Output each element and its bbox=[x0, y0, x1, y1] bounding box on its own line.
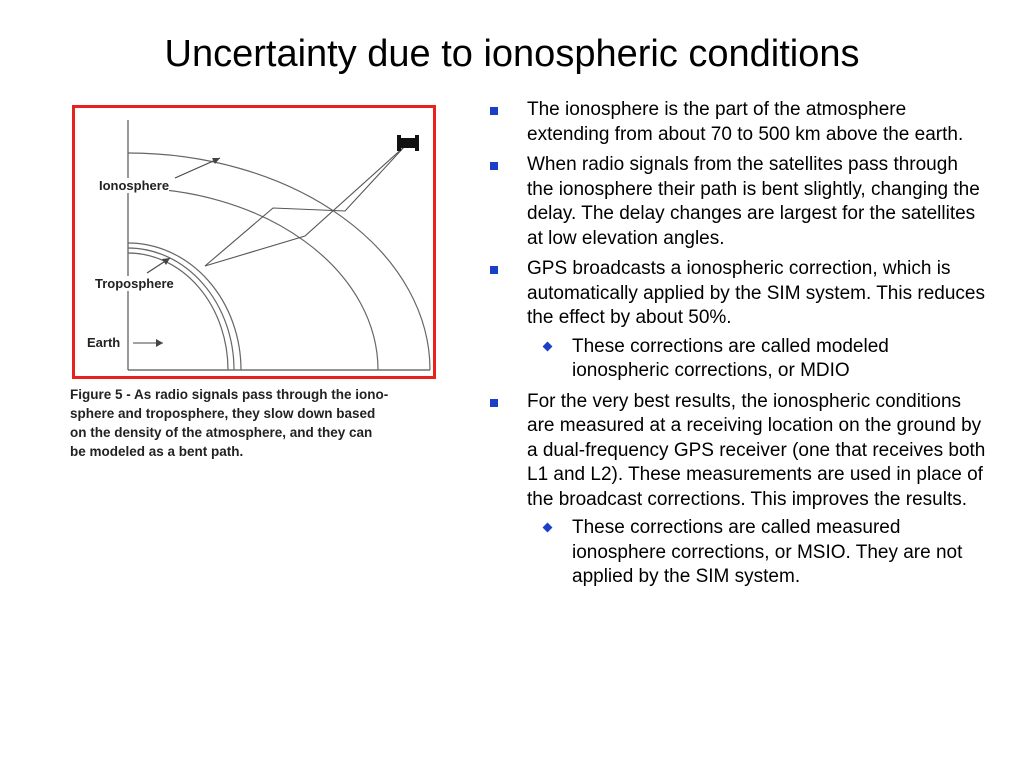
earth-label: Earth bbox=[87, 335, 121, 350]
bullet-item bbox=[488, 98, 988, 147]
caption-line: on the density of the atmosphere, and they can bbox=[70, 425, 373, 440]
bullet-text: When radio signals from the satellites pass through the ionosphere their path is bent slightly, changing the delay. The delay changes are largest for the satellites at low elevation angles. bbox=[527, 154, 980, 249]
satellite-icon bbox=[397, 135, 419, 151]
caption-line: be modeled as a bent path. bbox=[70, 444, 244, 459]
troposphere-outer-arc bbox=[128, 243, 241, 370]
diamond-bullet-icon bbox=[543, 341, 553, 351]
square-bullet-icon bbox=[490, 107, 498, 115]
ionosphere-arrow bbox=[175, 158, 220, 178]
earth-arc bbox=[128, 253, 228, 370]
caption-line: Figure 5 - As radio signals pass through the iono- bbox=[70, 387, 389, 402]
figure-frame bbox=[72, 105, 436, 379]
ionosphere-label: Ionosphere bbox=[99, 178, 170, 193]
slide-title: Uncertainty due to ionospheric conditions bbox=[164, 33, 860, 75]
square-bullet-icon bbox=[490, 266, 498, 274]
bullet-list bbox=[488, 98, 988, 596]
figure-caption bbox=[70, 385, 440, 461]
bullet-text: GPS broadcasts a ionospheric correction, which is automatically applied by the SIM system. This reduces the effect by about 50%. bbox=[527, 258, 985, 328]
sub-bullet-text: These corrections are called modeled ionospheric corrections, or MDIO bbox=[572, 335, 889, 381]
ionosphere-figure bbox=[70, 105, 440, 465]
troposphere-label: Troposphere bbox=[95, 276, 174, 291]
troposphere-inner-arc bbox=[128, 248, 234, 370]
sub-bullet-text: These corrections are called measured ionosphere corrections, or MSIO. They are not applied by the SIM system. bbox=[572, 517, 963, 587]
bullet-item bbox=[488, 153, 988, 251]
atmosphere-diagram bbox=[75, 108, 433, 376]
caption-line: sphere and troposphere, they slow down based bbox=[70, 406, 376, 421]
bullet-item bbox=[488, 257, 988, 331]
bullet-item bbox=[488, 390, 988, 513]
ionosphere-outer-arc bbox=[128, 153, 430, 370]
sub-bullet-item bbox=[488, 335, 988, 384]
bullet-text: The ionosphere is the part of the atmosphere extending from about 70 to 500 km above the earth. bbox=[527, 99, 964, 145]
diamond-bullet-icon bbox=[543, 523, 553, 533]
bullet-text: For the very best results, the ionospheric conditions are measured at a receiving location on the ground by a dual-frequency GPS receiver (one that receives both L1 and L2). These measurements are used in place of the broadcast corrections. This improves the results. bbox=[527, 390, 986, 510]
sub-bullet-item bbox=[488, 516, 988, 590]
square-bullet-icon bbox=[490, 162, 498, 170]
square-bullet-icon bbox=[490, 399, 498, 407]
